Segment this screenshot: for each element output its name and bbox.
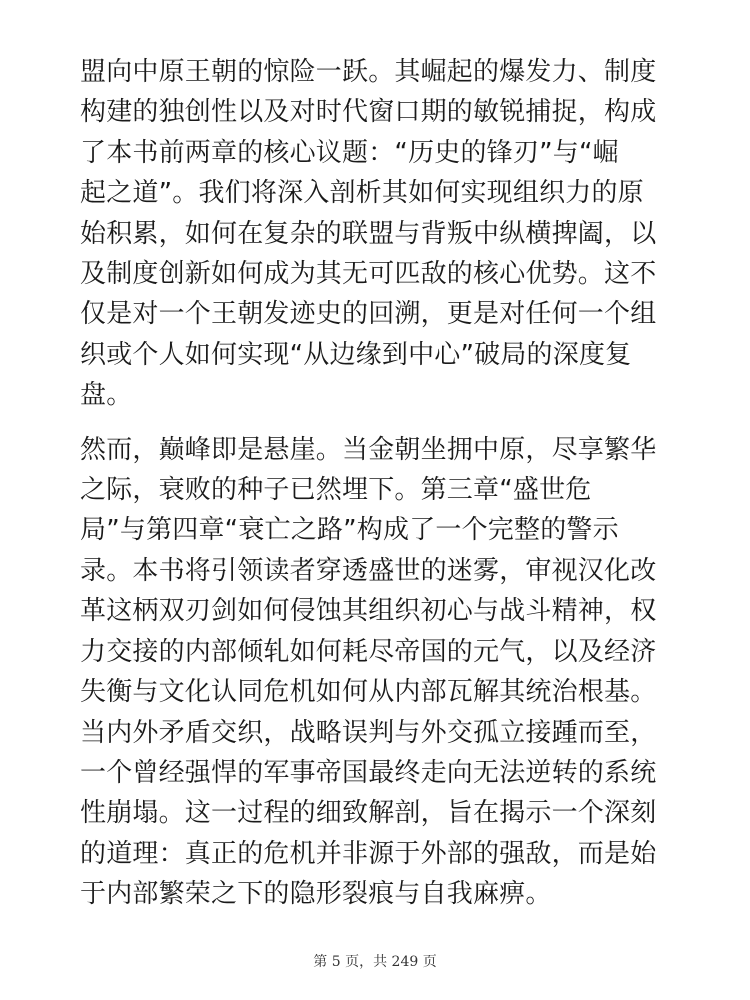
text-line: 及制度创新如何成为其无可匹敌的核心优势。这不 <box>80 259 657 290</box>
text-line: 织或个人如何实现“从边缘到中心”破局的深度复 <box>80 339 632 370</box>
text-line: 于内部繁荣之下的隐形裂痕与自我麻痹。 <box>80 879 552 910</box>
text-line: 然而，巅峰即是悬崖。当金朝坐拥中原，尽享繁华 <box>80 434 657 465</box>
text-line: 仅是对一个王朝发迹史的回溯，更是对任何一个组 <box>80 299 657 330</box>
text-line: 盟向中原王朝的惊险一跃。其崛起的爆发力、制度 <box>80 57 657 87</box>
text-line: 盘。 <box>80 380 133 411</box>
text-line: 起之道”。我们将深入剖析其如何实现组织力的原 <box>80 178 644 209</box>
text-line: 了本书前两章的核心议题：“历史的锋刃”与“崛 <box>80 137 619 168</box>
text-line: 一个曾经强悍的军事帝国最终走向无法逆转的系统 <box>80 757 657 788</box>
text-line: 局”与第四章“衰亡之路”构成了一个完整的警示 <box>80 515 619 546</box>
body-text <box>80 52 680 929</box>
text-line: 失衡与文化认同危机如何从内部瓦解其统治根基。 <box>80 677 657 708</box>
text-line: 录。本书将引领读者穿透盛世的迷雾，审视汉化改 <box>80 555 657 586</box>
paragraph-1 <box>80 52 680 416</box>
text-line: 构建的独创性以及对时代窗口期的敏锐捕捉，构成 <box>80 97 657 128</box>
paragraph-2 <box>80 430 680 915</box>
text-line: 之际，衰败的种子已然埋下。第三章“盛世危 <box>80 475 592 506</box>
text-line: 始积累，如何在复杂的联盟与背叛中纵横捭阖，以 <box>80 218 657 249</box>
text-line: 力交接的内部倾轧如何耗尽帝国的元气，以及经济 <box>80 636 657 667</box>
text-line: 性崩塌。这一过程的细致解剖，旨在揭示一个深刻 <box>80 798 657 829</box>
text-line: 当内外矛盾交织，战略误判与外交孤立接踵而至， <box>80 717 657 748</box>
text-line: 的道理：真正的危机并非源于外部的强敌，而是始 <box>80 838 657 869</box>
text-line: 革这柄双刃剑如何侵蚀其组织初心与战斗精神，权 <box>80 596 657 627</box>
page-number-footer: 第 5 页，共 249 页 <box>313 954 437 970</box>
